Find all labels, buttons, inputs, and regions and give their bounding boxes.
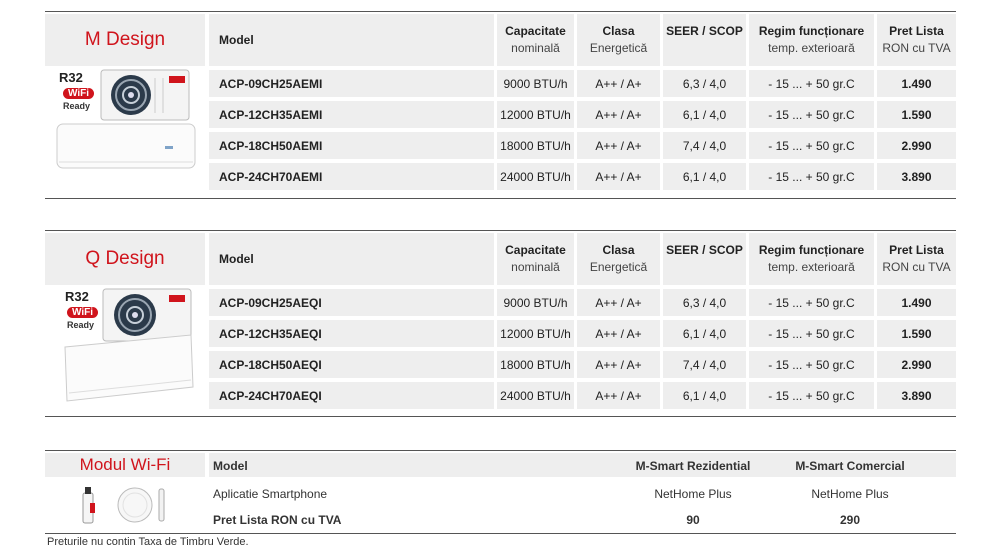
header-regime-sub: temp. exterioară [768,41,855,55]
wifi-app-commercial: NetHome Plus [811,487,889,501]
header-class-main: Clasa [602,24,635,38]
price-cell: 3.890 [877,163,956,190]
header-capacity-main: Capacitate [505,243,566,257]
price-cell: 1.490 [877,289,956,316]
wifi-app-label: Aplicatie Smartphone [213,487,328,501]
header-regime-main: Regim funcționare [758,243,865,257]
header-price-main: Pret Lista [889,243,944,257]
regime-cell: - 15 ... + 50 gr.C [749,320,874,347]
model-cell: ACP-24CH70AEQI [209,382,494,409]
regime-cell: - 15 ... + 50 gr.C [749,132,874,159]
header-price-sub: RON cu TVA [882,41,951,55]
model-cell: ACP-18CH50AEQI [209,351,494,378]
class-cell: A++ / A+ [577,351,660,378]
class-cell: A++ / A+ [577,163,660,190]
class-cell: A++ / A+ [577,320,660,347]
seer-cell: 6,1 / 4,0 [663,382,746,409]
regime-cell: - 15 ... + 50 gr.C [749,70,874,97]
price-cell: 1.490 [877,70,956,97]
header-seer-main: SEER / SCOP [666,243,743,257]
model-cell: ACP-24CH70AEMI [209,163,494,190]
wifi-badge: WiFi [63,88,94,99]
capacity-cell: 24000 BTU/h [497,163,574,190]
q-design-table [45,230,956,417]
header-capacity-main: Capacitate [505,24,566,38]
regime-cell: - 15 ... + 50 gr.C [749,289,874,316]
m-design-table [45,11,956,199]
header-class [577,233,660,285]
header-price-sub: RON cu TVA [882,260,951,274]
wifi-price-residential: 90 [686,513,700,527]
class-cell: A++ / A+ [577,101,660,128]
wifi-module-table [45,450,956,534]
header-class-sub: Energetică [589,260,648,274]
header-seer-main: SEER / SCOP [666,24,743,38]
q-design-product-image [45,287,205,413]
price-cell: 1.590 [877,320,956,347]
header-class-main: Clasa [602,243,635,257]
header-price-main: Pret Lista [889,24,944,38]
capacity-cell: 9000 BTU/h [497,70,574,97]
header-class-sub: Energetică [589,41,648,55]
regime-cell: - 15 ... + 50 gr.C [749,382,874,409]
regime-cell: - 15 ... + 50 gr.C [749,351,874,378]
class-cell: A++ / A+ [577,70,660,97]
header-capacity-sub: nominală [511,260,560,274]
seer-cell: 6,1 / 4,0 [663,320,746,347]
header-regime-main: Regim funcționare [758,24,865,38]
price-cell: 2.990 [877,351,956,378]
header-regime [749,233,874,285]
m-design-product-image [45,68,205,194]
wifi-col-commercial: M-Smart Comercial [795,459,905,473]
q-design-title: Q Design [45,233,205,285]
header-price [877,233,956,285]
r32-badge: R32 [65,289,89,304]
wifi-app-residential: NetHome Plus [654,487,732,501]
class-cell: A++ / A+ [577,289,660,316]
model-cell: ACP-12CH35AEMI [209,101,494,128]
regime-cell: - 15 ... + 50 gr.C [749,101,874,128]
header-capacity [497,14,574,66]
wifi-price-commercial: 290 [839,513,861,527]
seer-cell: 7,4 / 4,0 [663,351,746,378]
m-design-title: M Design [45,14,205,66]
air-conditioner-icon [45,68,205,194]
ready-badge: Ready [63,101,91,111]
wifi-badge: WiFi [67,307,98,318]
seer-cell: 6,1 / 4,0 [663,163,746,190]
seer-cell: 7,4 / 4,0 [663,132,746,159]
header-capacity [497,233,574,285]
footnote: Preturile nu contin Taxa de Timbru Verde. [47,536,249,548]
price-cell: 1.590 [877,101,956,128]
price-cell: 2.990 [877,132,956,159]
header-seer [663,14,746,66]
capacity-cell: 18000 BTU/h [497,351,574,378]
capacity-cell: 12000 BTU/h [497,101,574,128]
header-model: Model [209,233,494,285]
wifi-price-label: Pret Lista RON cu TVA [213,513,342,527]
header-price [877,14,956,66]
header-regime [749,14,874,66]
model-cell: ACP-09CH25AEQI [209,289,494,316]
class-cell: A++ / A+ [577,382,660,409]
model-cell: ACP-09CH25AEMI [209,70,494,97]
regime-cell: - 15 ... + 50 gr.C [749,163,874,190]
capacity-cell: 24000 BTU/h [497,382,574,409]
wifi-col-residential: M-Smart Rezidential [635,459,751,473]
seer-cell: 6,3 / 4,0 [663,289,746,316]
wifi-module-product-icon [75,481,205,527]
seer-cell: 6,1 / 4,0 [663,101,746,128]
model-cell: ACP-12CH35AEQI [209,320,494,347]
capacity-cell: 12000 BTU/h [497,320,574,347]
wifi-model-label: Model [213,459,248,473]
r32-badge: R32 [59,70,83,85]
header-model: Model [209,14,494,66]
capacity-cell: 18000 BTU/h [497,132,574,159]
seer-cell: 6,3 / 4,0 [663,70,746,97]
capacity-cell: 9000 BTU/h [497,289,574,316]
header-regime-sub: temp. exterioară [768,260,855,274]
air-conditioner-icon [45,287,205,413]
wifi-module-title: Modul Wi-Fi [45,453,205,477]
header-capacity-sub: nominală [511,41,560,55]
header-class [577,14,660,66]
model-cell: ACP-18CH50AEMI [209,132,494,159]
price-cell: 3.890 [877,382,956,409]
class-cell: A++ / A+ [577,132,660,159]
ready-badge: Ready [67,320,95,330]
header-seer [663,233,746,285]
